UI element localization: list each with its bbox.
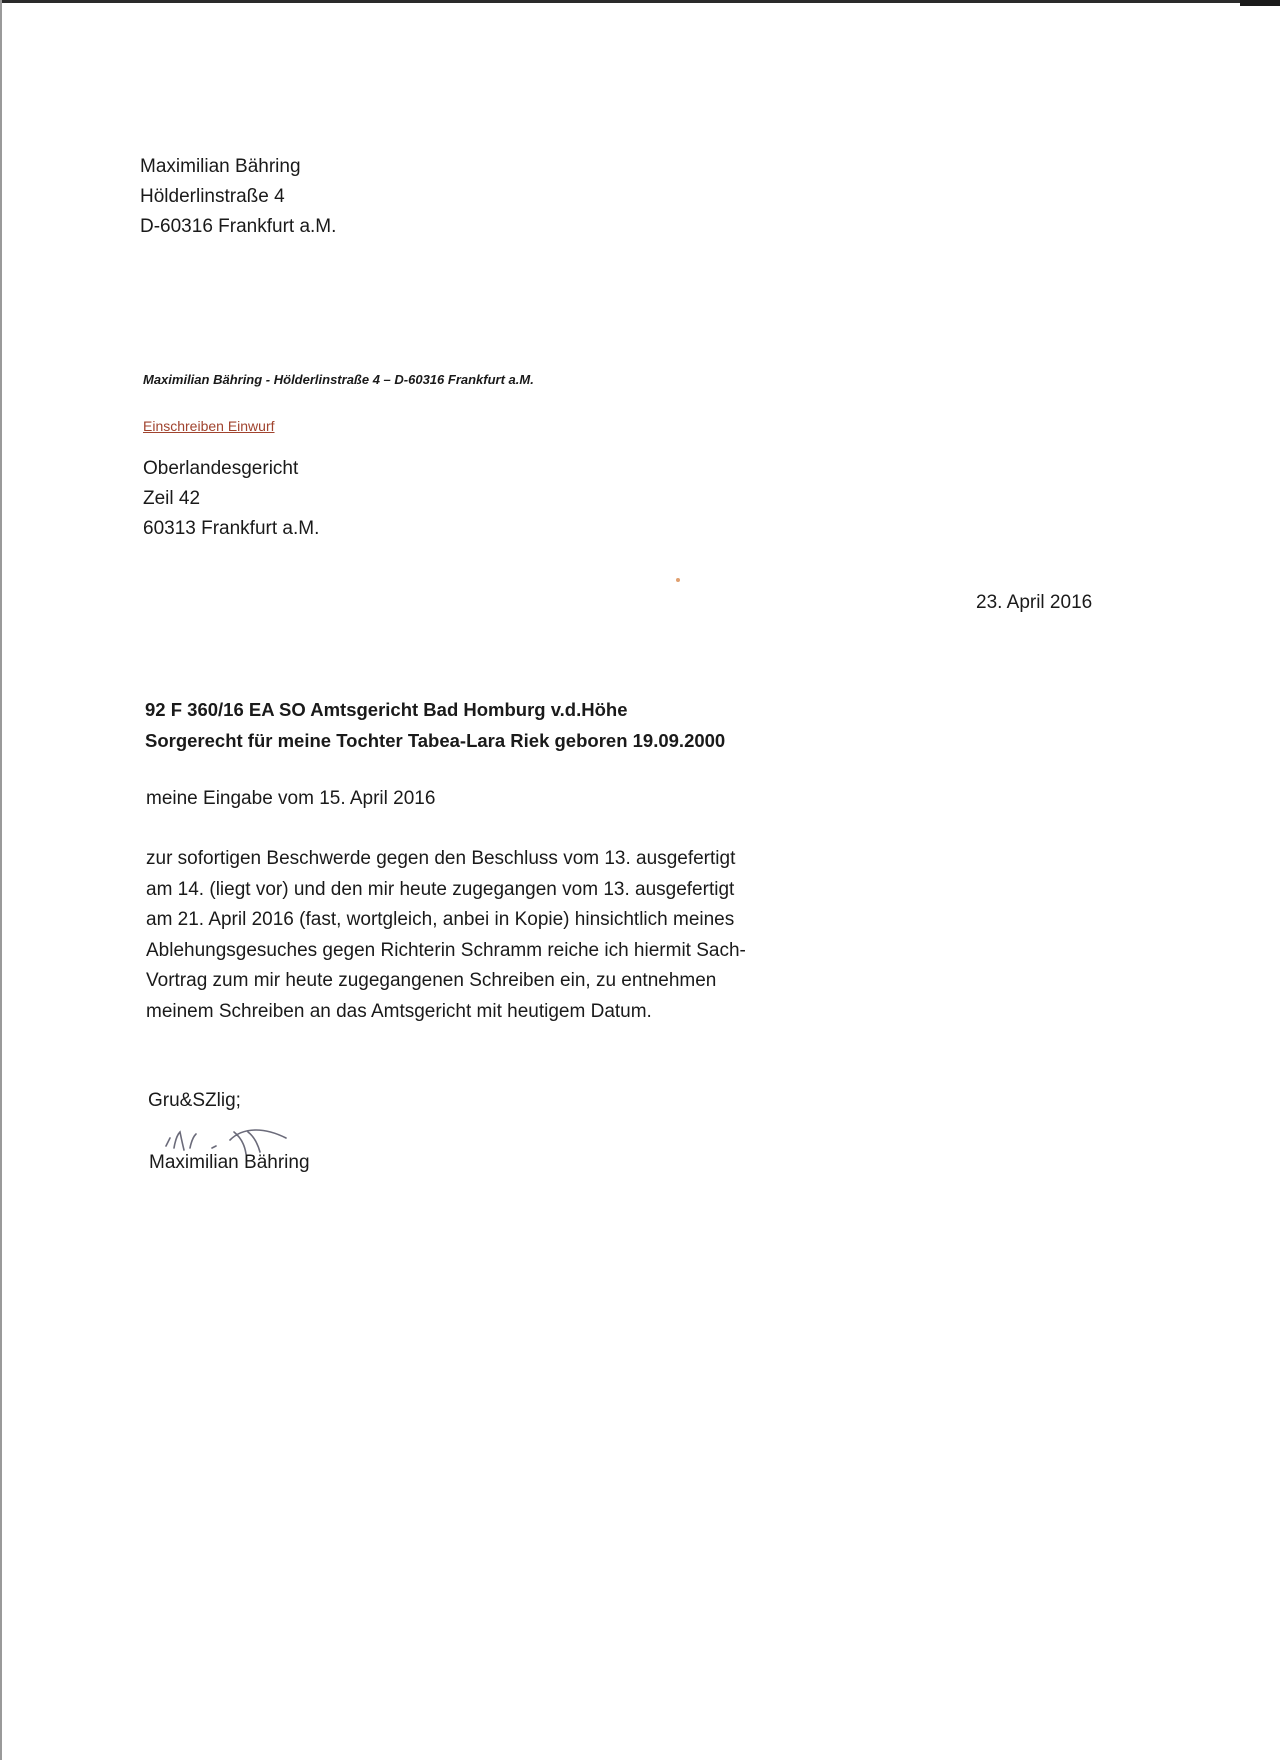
scan-top-edge-corner: [1240, 0, 1280, 6]
body-line: zur sofortigen Beschwerde gegen den Beschluss vom 13. ausgefertigt: [146, 848, 736, 869]
sender-address: [140, 152, 336, 242]
mail-type-label: Einschreiben Einwurf: [143, 418, 275, 434]
recipient-city: 60313 Frankfurt a.M.: [143, 518, 320, 539]
body-line: Vortrag zum mir heute zugegangenen Schreiben ein, zu entnehmen: [146, 970, 717, 991]
reference-text: meine Eingabe vom 15. April 2016: [146, 788, 436, 809]
recipient-address: [143, 454, 319, 544]
signer-name-block: [149, 1148, 310, 1178]
body-line: am 14. (liegt vor) und den mir heute zugegangen vom 13. ausgefertigt: [146, 878, 735, 900]
sender-street: Hölderlinstraße 4: [140, 186, 285, 207]
signer-name: Maximilian Bähring: [149, 1152, 310, 1173]
closing: [148, 1086, 241, 1116]
recipient-name: Oberlandesgericht: [143, 458, 299, 479]
scan-top-edge: [0, 0, 1280, 3]
return-address-line: Maximilian Bähring - Hölderlinstraße 4 – D-60316 Frankfurt a.M.: [143, 372, 534, 387]
sender-city: D-60316 Frankfurt a.M.: [140, 216, 337, 237]
body-line: meinem Schreiben an das Amtsgericht mit heutigem Datum.: [146, 1000, 652, 1022]
recipient-street: Zeil 42: [143, 488, 201, 509]
body-line: Ablehungsgesuches gegen Richterin Schramm reiche ich hiermit Sach-: [146, 939, 746, 961]
subject-line-2: Sorgerecht für meine Tochter Tabea-Lara Riek geboren 19.09.2000: [145, 730, 726, 751]
subject-block: [145, 694, 725, 756]
letter-date: 23. April 2016: [976, 592, 1093, 613]
sender-name: Maximilian Bähring: [140, 156, 301, 177]
scan-left-edge: [0, 0, 2, 1760]
subject-line-1: 92 F 360/16 EA SO Amtsgericht Bad Homburg v.d.Höhe: [145, 699, 628, 720]
scan-speck: [676, 578, 680, 582]
reference-line: [146, 784, 435, 814]
body-text: [146, 844, 746, 1027]
closing-text: Gru&SZlig;: [148, 1090, 241, 1111]
body-line: am 21. April 2016 (fast, wortgleich, anbei in Kopie) hinsichtlich meines: [146, 909, 735, 930]
